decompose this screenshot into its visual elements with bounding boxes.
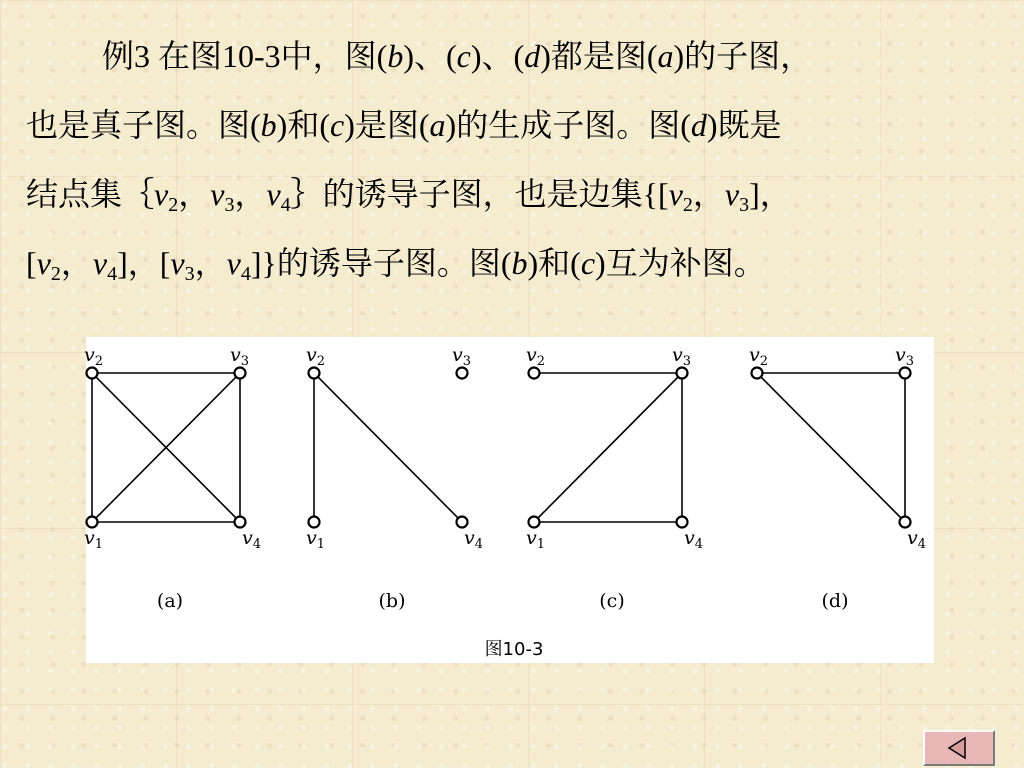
vertex-label-v2: $v_2$ xyxy=(526,344,546,369)
graph-0 xyxy=(84,344,261,612)
vertex-v3 xyxy=(235,368,246,379)
text-run: )既是 xyxy=(706,107,782,143)
vertex-label-v1: $v_1$ xyxy=(84,527,104,552)
vertex-label-v2: $v_2$ xyxy=(749,344,769,369)
text-run: ， xyxy=(178,176,211,212)
text-run: ， xyxy=(194,245,227,281)
figure-panel xyxy=(86,337,934,663)
math-c: c xyxy=(330,107,345,143)
subfigure-label: (c) xyxy=(599,590,625,612)
vertex-v2 xyxy=(529,368,540,379)
vertex-label-v1: $v_1$ xyxy=(306,527,326,552)
figure-caption: 图10-3 xyxy=(484,639,544,660)
example-paragraph xyxy=(26,22,986,298)
math-c: c xyxy=(580,245,596,281)
text-run: ， xyxy=(692,176,725,212)
math-a: a xyxy=(429,107,446,143)
vertex-v4 xyxy=(457,517,468,528)
graph-1 xyxy=(306,344,483,612)
math-subscript: 4 xyxy=(280,194,291,216)
paragraph-line-1 xyxy=(26,22,986,91)
vertex-label-v2: $v_2$ xyxy=(84,344,104,369)
vertex-v3 xyxy=(457,368,468,379)
vertex-label-v1: $v_1$ xyxy=(526,527,546,552)
text-run: 结点集｛ xyxy=(26,176,155,212)
paragraph-line-4 xyxy=(26,229,986,298)
math-b: b xyxy=(511,245,528,281)
vertex-label-v4: $v_4$ xyxy=(242,527,262,552)
math-v: v xyxy=(724,176,740,212)
vertex-label-v4: $v_4$ xyxy=(464,527,484,552)
math-subscript: 2 xyxy=(50,263,61,285)
math-subscript: 2 xyxy=(682,194,693,216)
subfigure-label: (d) xyxy=(821,590,849,612)
vertex-v1 xyxy=(529,517,540,528)
math-subscript: 4 xyxy=(240,263,251,285)
vertex-v4 xyxy=(900,517,911,528)
math-d: d xyxy=(690,107,707,143)
subfigure-label: (a) xyxy=(156,590,184,612)
vertex-v4 xyxy=(235,517,246,528)
vertex-label-v3: $v_3$ xyxy=(230,344,250,369)
figure-10-3 xyxy=(86,337,934,663)
math-v: v xyxy=(266,176,281,212)
math-subscript: 3 xyxy=(224,194,235,216)
math-d: d xyxy=(524,38,541,74)
math-b: b xyxy=(387,38,404,74)
math-c: c xyxy=(456,38,471,74)
text-run: )是图( xyxy=(344,107,430,143)
math-a: a xyxy=(657,38,674,74)
text-run: ]， xyxy=(749,176,792,212)
math-v: v xyxy=(226,245,241,281)
math-subscript: 4 xyxy=(107,263,118,285)
vertex-label-v3: $v_3$ xyxy=(895,344,915,369)
vertex-label-v3: $v_3$ xyxy=(452,344,472,369)
text-run: ]}的诱导子图。图( xyxy=(250,245,512,281)
vertex-v2 xyxy=(752,368,763,379)
math-v: v xyxy=(170,245,185,281)
subfigure-label: (b) xyxy=(378,590,406,612)
text-run: 也是真子图。图( xyxy=(26,107,261,143)
text-run: )和( xyxy=(276,107,330,143)
text-run: )和( xyxy=(527,245,581,281)
math-subscript: 3 xyxy=(739,194,750,216)
vertex-v2 xyxy=(309,368,320,379)
vertex-v3 xyxy=(900,368,911,379)
edge-v3-v1 xyxy=(534,373,682,522)
vertex-label-v4: $v_4$ xyxy=(907,527,927,552)
edge-v2-v4 xyxy=(757,373,905,522)
vertex-v2 xyxy=(87,368,98,379)
text-run: ， xyxy=(60,245,93,281)
graph-3 xyxy=(749,344,926,612)
math-v: v xyxy=(36,245,51,281)
vertex-label-v2: $v_2$ xyxy=(306,344,326,369)
text-run: )都是图( xyxy=(540,38,658,74)
text-run: )、( xyxy=(470,38,525,74)
text-run: ]，[ xyxy=(117,245,171,281)
math-b: b xyxy=(260,107,277,143)
graph-2 xyxy=(526,344,703,612)
text-run: 例3 在图10-3中，图( xyxy=(102,38,388,74)
vertex-v1 xyxy=(87,517,98,528)
triangle-left-icon xyxy=(925,732,993,764)
math-v: v xyxy=(154,176,169,212)
text-run: ， xyxy=(234,176,267,212)
text-run: ｝的诱导子图，也是边集{[ xyxy=(290,176,669,212)
math-subscript: 3 xyxy=(184,263,195,285)
math-v: v xyxy=(92,245,108,281)
edge-v2-v4 xyxy=(314,373,462,522)
text-run: )互为补图。 xyxy=(595,245,766,281)
vertex-v3 xyxy=(677,368,688,379)
vertex-v4 xyxy=(677,517,688,528)
text-run: [ xyxy=(26,245,37,281)
paragraph-line-3 xyxy=(26,160,986,229)
text-run: )、( xyxy=(403,38,457,74)
vertex-label-v4: $v_4$ xyxy=(684,527,704,552)
paragraph-line-2 xyxy=(26,91,986,160)
prev-slide-button[interactable] xyxy=(923,730,995,766)
vertex-v1 xyxy=(309,517,320,528)
math-subscript: 2 xyxy=(168,194,179,216)
vertex-label-v3: $v_3$ xyxy=(672,344,692,369)
math-v: v xyxy=(210,176,225,212)
text-run: )的生成子图。图( xyxy=(445,107,691,143)
text-run: )的子图， xyxy=(673,38,813,74)
math-v: v xyxy=(668,176,683,212)
